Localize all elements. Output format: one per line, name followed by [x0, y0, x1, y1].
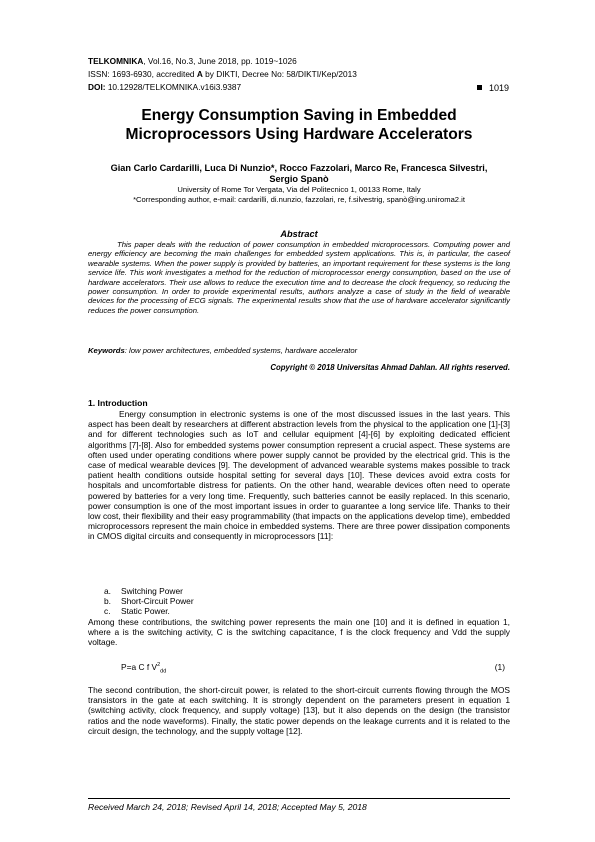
list-item-text: Short-Circuit Power — [121, 596, 194, 607]
affiliation — [88, 185, 510, 205]
doi-value[interactable]: 10.12928/TELKOMNIKA.v16i3.9387 — [105, 82, 242, 92]
issn-text: ISSN: 1693-6930, accredited — [88, 69, 197, 79]
section-heading-introduction: 1. Introduction — [88, 398, 148, 408]
intro-paragraph-2: Among these contributions, the switching power represents the main one [10] and it is defined in equation 1, where a is the switching activity, C is the switching capacitance, f is the clock frequency and Vdd the supply voltage. — [88, 617, 510, 648]
authors-line-1: Gian Carlo Cardarilli, Luca Di Nunzio*, Rocco Fazzolari, Marco Re, Francesca Silvestri, — [110, 163, 488, 173]
equation-subscript: dd — [160, 668, 167, 675]
author-list — [88, 163, 510, 185]
citation-details: , Vol.16, No.3, June 2018, pp. 1019~1026 — [143, 56, 297, 66]
abstract-heading: Abstract — [280, 229, 318, 239]
power-components-list — [104, 586, 194, 617]
journal-name: TELKOMNIKA — [88, 56, 144, 66]
list-item-label: c. — [104, 606, 111, 617]
equation-1 — [121, 662, 166, 675]
square-bullet-icon — [477, 85, 482, 90]
doi-line — [88, 82, 241, 92]
title-line-2: Microprocessors Using Hardware Accelerators — [125, 126, 473, 143]
issn-line — [88, 69, 357, 79]
decree-text: by DIKTI, Decree No: 58/DIKTI/Kep/2013 — [202, 69, 357, 79]
keywords-label: Keywords — [88, 346, 125, 355]
authors-line-2: Sergio Spanò — [269, 174, 329, 184]
list-item-label: a. — [104, 586, 111, 596]
accreditation-grade: A — [196, 69, 203, 79]
keywords-text: : low power architectures, embedded systems, hardware accelerator — [124, 346, 358, 355]
page-number — [477, 83, 509, 93]
list-item-text: Switching Power — [121, 586, 183, 596]
journal-citation — [88, 56, 297, 66]
intro-paragraph-3: The second contribution, the short-circuit power, is related to the short-circuit currents flowing through the MOS transistors in the gate at each switching. It is strongly dependent on the parameters present in equation 1 (switching activity, clock frequency, and supply voltage) [13], but it also depends on the design (the transistor ratios and the node waveforms). Finally, the static power depends on the leakage currents and it is related to the circuit design, the technology, and the supply voltage [12]. — [88, 685, 510, 736]
paper-title — [88, 106, 510, 144]
intro-paragraph-1: Energy consumption in electronic systems is one of the most discussed issues in the last years. This aspect has been dealt by researchers at different abstraction levels from the physical to the application one [1]-[3] and for different technologies such as IoT and cellular equipment [4]-[6] by exploiting dedicated efficient algorithms [7]-[8]. Also for embedded systems power consumption represent a crucial aspect. These systems are often used under operating conditions where power supply cannot be provided by the electrical grid. This is the case of medical wearable devices [9]. The development of advanced wearable systems makes possible to track patient health conditions outside hospital setting for several days [10]. These devices avoid extra costs for hospitals and uncomfortable distress for patients. On the other hand, wearable devices often need to operate powered by batteries for a very long time. Frequently, such batteries cannot be easily replaced. In this scenario, power consumption is one of the most important issues in order to guarantee a long service life. Thanks to their low cost, their flexibility and their easy programmability (that impacts on the applications develop time), embedded microprocessors represent the main choice in embedded systems. There are three power dissipation components in CMOS digital circuits and consequently in microprocessors [11]: — [88, 409, 510, 542]
corresponding-author: *Corresponding author, e-mail: cardarilli, di.nunzio, fazzolari, re, f.silvestrig, spanò@ing.uniroma2.it — [133, 195, 465, 204]
footer-divider — [88, 798, 510, 799]
list-item — [104, 586, 194, 596]
list-item-text: Static Power. — [121, 606, 170, 617]
equation-lhs: P=a C f V — [121, 662, 158, 672]
abstract-text: This paper deals with the reduction of power consumption in embedded microprocessors. Computing power and energy efficiency are becoming the main challenges for embedded system applications. This is, in particular, the caseof wearable systems. When the power supply is provided by batteries, an important requirement for these systems is the long service life. This work investigates a method for the reduction of microprocessor energy consumption, based on the use of hardware accelerators. Their use allows to reduce the execution time and to decrease the clock frequency, so reducing the power consumption. In order to provide experimental results, authors analyze a case of study in the field of wearable devices for the processing of ECG signals. The experimental results show that the use of hardware accelerator significantly reduces the power consumption. — [88, 240, 510, 315]
copyright-notice: Copyright © 2018 Universitas Ahmad Dahlan. All rights reserved. — [270, 363, 510, 372]
equation-number: (1) — [494, 662, 505, 672]
list-item — [104, 606, 194, 616]
received-dates: Received March 24, 2018; Revised April 14, 2018; Accepted May 5, 2018 — [88, 802, 367, 812]
title-line-1: Energy Consumption Saving in Embedded — [141, 107, 457, 124]
list-item-label: b. — [104, 596, 111, 607]
equation-superscript: 2 — [157, 662, 161, 669]
list-item — [104, 596, 194, 606]
page-number-value: 1019 — [488, 83, 509, 93]
doi-label: DOI: — [88, 82, 106, 92]
university-address: University of Rome Tor Vergata, Via del Politecnico 1, 00133 Rome, Italy — [177, 185, 421, 194]
keywords — [88, 346, 510, 355]
